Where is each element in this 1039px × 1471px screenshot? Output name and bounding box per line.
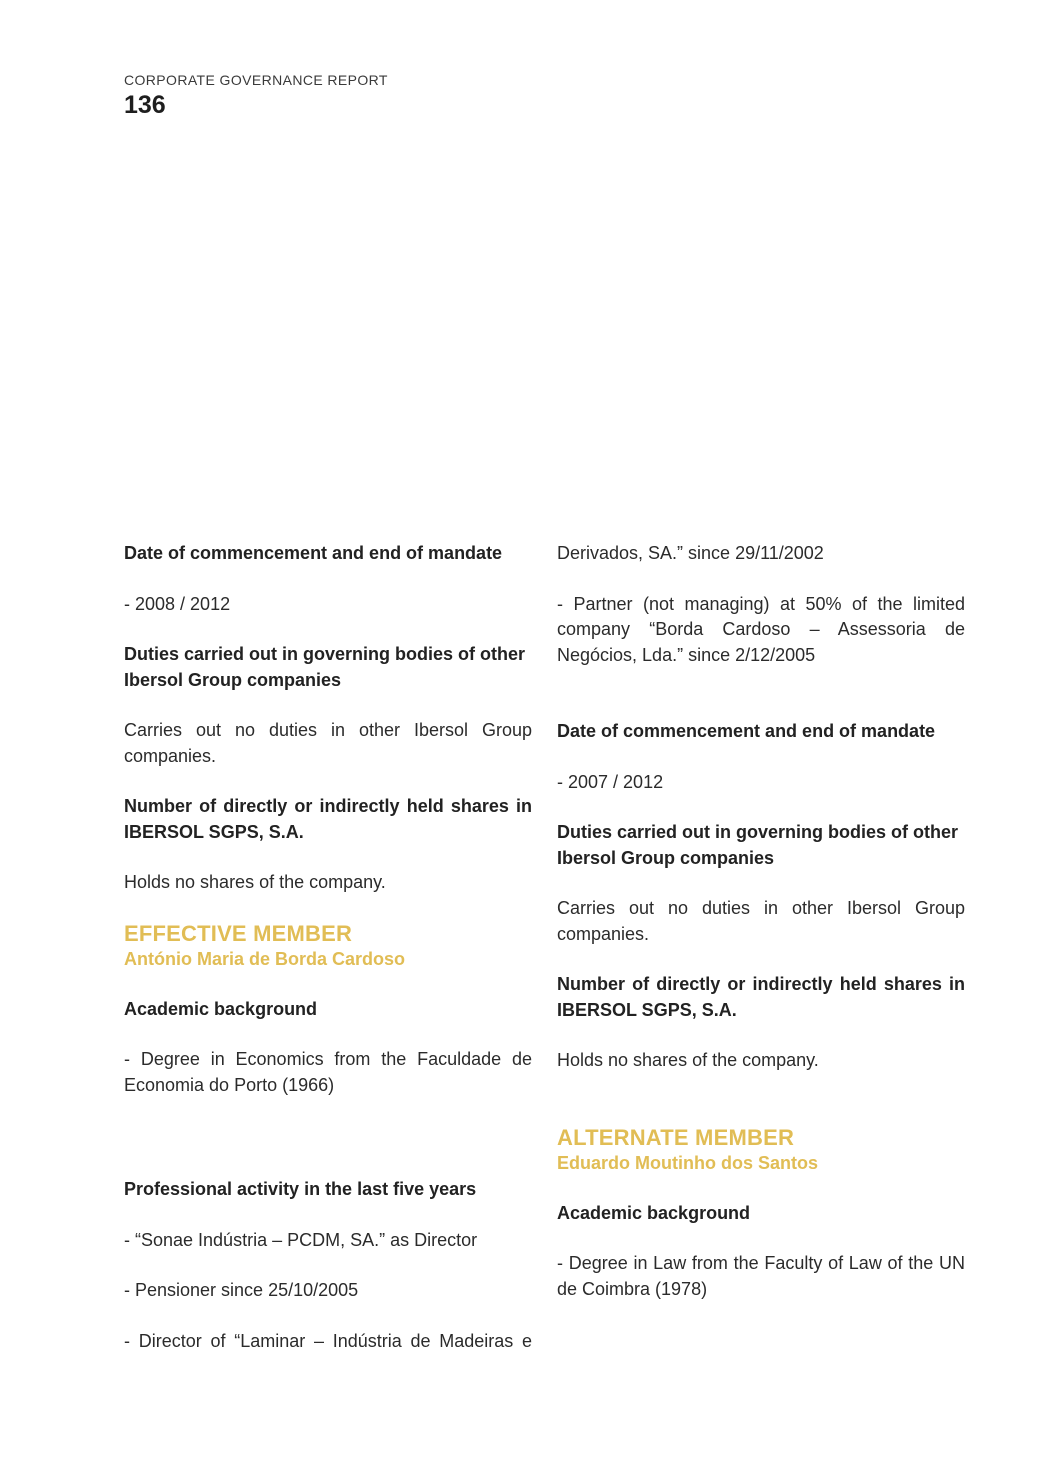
partner-text: - Partner (not managing) at 50% of the limited company “Borda Cardoso – Assessoria de Negócios, Lda.” since 2/12/2005 [557, 593, 965, 665]
member-role-heading: ALTERNATE MEMBER [557, 1124, 795, 1150]
mandate-value: - 2007 / 2012 [557, 771, 664, 792]
member-role-heading: EFFECTIVE MEMBER [124, 920, 353, 946]
right-column [557, 541, 965, 1327]
academic-value: - Degree in Economics from the Faculdade de Economia do Porto (1966) [124, 1049, 532, 1095]
member-name: Eduardo Moutinho dos Santos [557, 1152, 818, 1173]
mandate-heading: Date of commencement and end of mandate [124, 543, 503, 563]
shares-value: Holds no shares of the company. [124, 872, 386, 892]
spacer [557, 693, 965, 719]
academic-value: - Degree in Law from the Faculty of Law of the UN de Coimbra (1978) [557, 1253, 965, 1299]
continued-text: Derivados, SA.” since 29/11/2002 [557, 543, 824, 563]
duties-value: Carries out no duties in other Ibersol Group companies. [557, 898, 965, 944]
list-item: - “Sonae Indústria – PCDM, SA.” as Director [124, 1229, 478, 1250]
professional-heading: Professional activity in the last five years [124, 1179, 477, 1199]
shares-heading: Number of directly or indirectly held shares in IBERSOL SGPS, S.A. [124, 796, 532, 842]
mandate-value: - 2008 / 2012 [124, 593, 231, 614]
list-item: - Director of “Laminar – Indústria de Madeiras e [124, 1330, 532, 1351]
member-name: António Maria de Borda Cardoso [124, 948, 406, 969]
left-column [124, 541, 532, 1379]
spacer [124, 1151, 532, 1177]
spacer [557, 1099, 965, 1125]
academic-heading: Academic background [557, 1202, 751, 1223]
duties-heading: Duties carried out in governing bodies of other Ibersol Group companies [557, 822, 959, 868]
shares-value: Holds no shares of the company. [557, 1050, 819, 1070]
page-number: 136 [124, 91, 166, 119]
page-header [124, 71, 388, 120]
duties-heading: Duties carried out in governing bodies of other Ibersol Group companies [124, 644, 526, 690]
section-title: CORPORATE GOVERNANCE REPORT [124, 72, 388, 88]
academic-heading: Academic background [124, 998, 318, 1019]
duties-value: Carries out no duties in other Ibersol Group companies. [124, 720, 532, 766]
mandate-heading: Date of commencement and end of mandate [557, 721, 936, 741]
spacer [124, 1123, 532, 1151]
shares-heading: Number of directly or indirectly held shares in IBERSOL SGPS, S.A. [557, 974, 965, 1020]
list-item: - Pensioner since 25/10/2005 [124, 1280, 359, 1300]
